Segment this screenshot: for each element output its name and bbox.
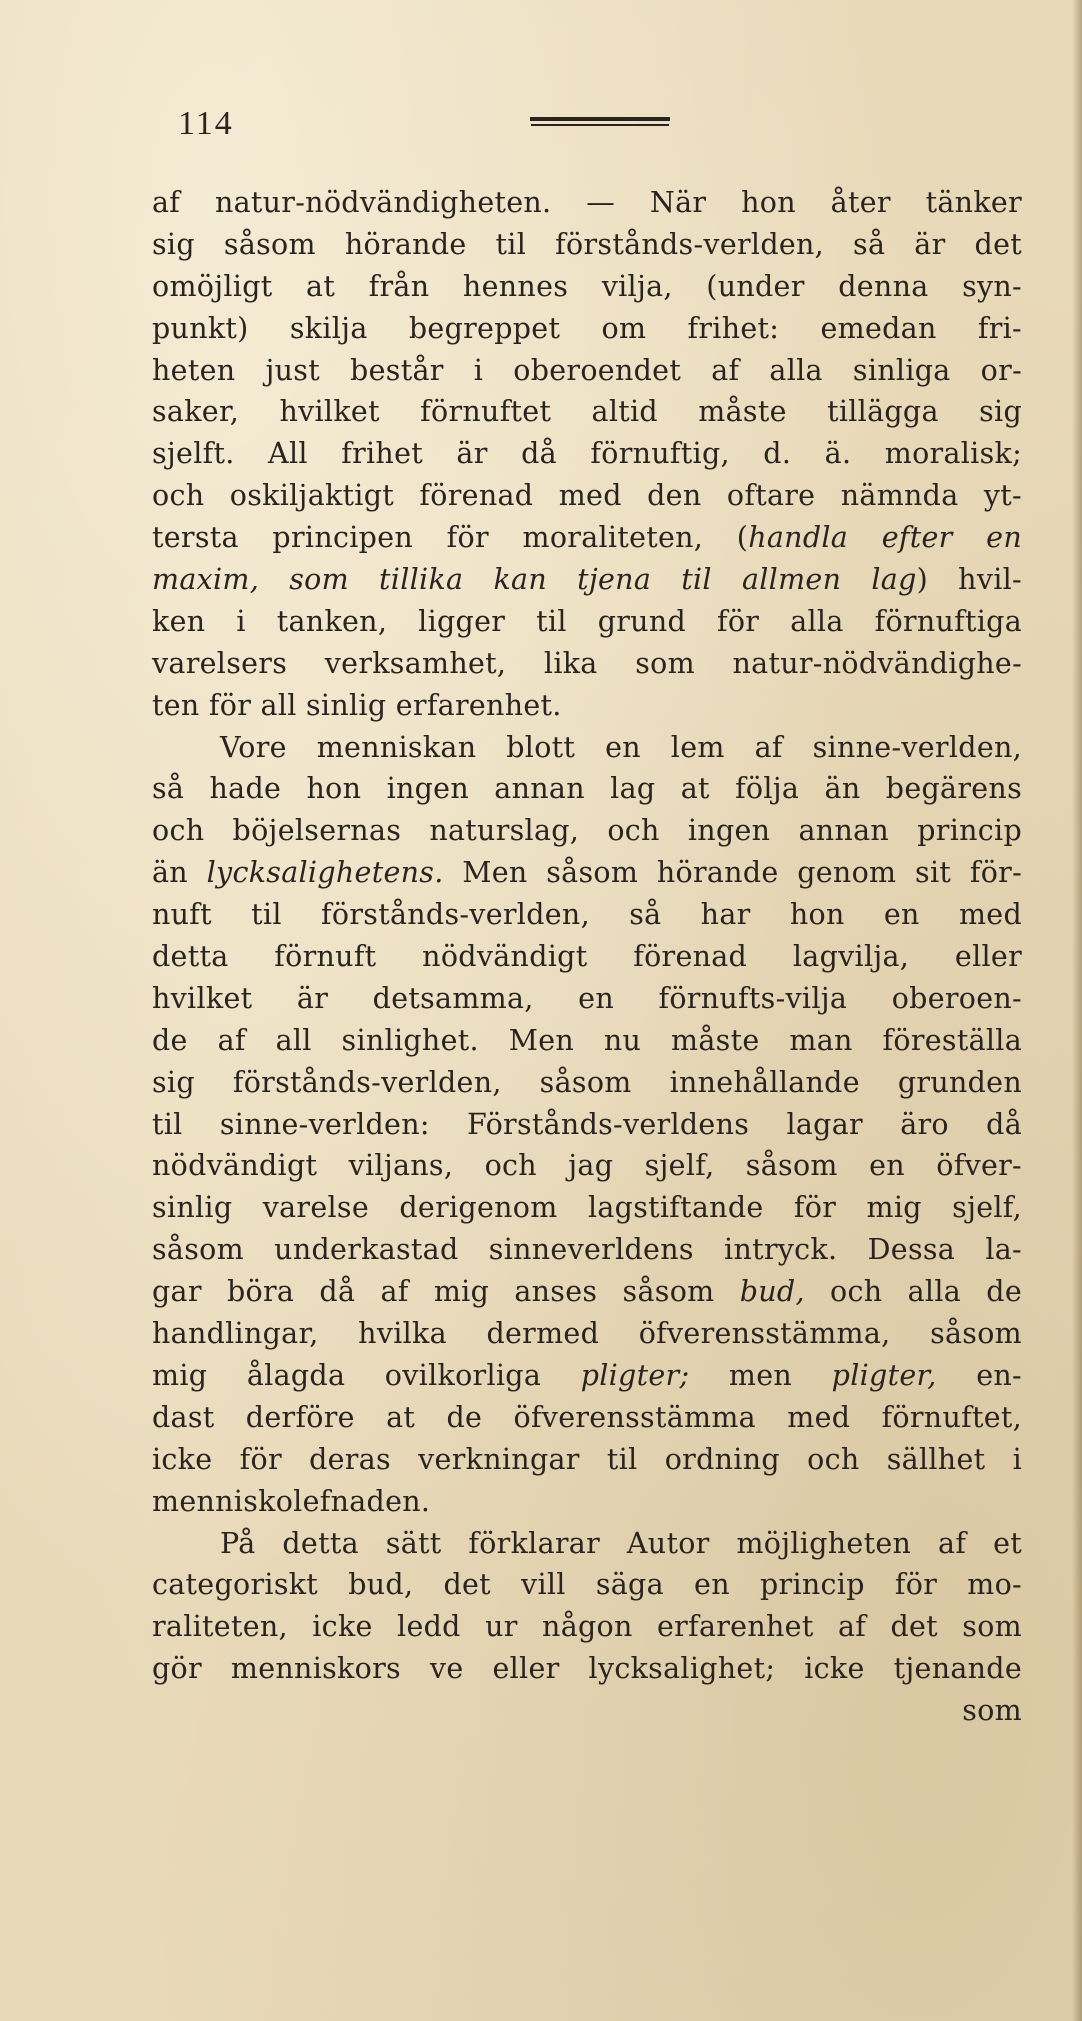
text-line: sig såsom hörande til förstånds-verlden, så är det — [152, 227, 1022, 261]
text-line: saker, hvilket förnuftet altid måste tillägga sig — [152, 395, 1022, 429]
text-line: På detta sätt förklarar Autor möjligheten af et — [220, 1526, 1022, 1560]
text-line: nödvändigt viljans, och jag sjelf, såsom en öfver- — [152, 1149, 1022, 1183]
text-line: såsom underkastad sinneverldens intryck. Dessa la- — [152, 1233, 1022, 1267]
text-line: som — [962, 1694, 1022, 1728]
text-line: dast derföre at de öfverensstämma med förnuftet, — [152, 1400, 1022, 1434]
text-line: och oskiljaktigt förenad med den oftare nämnda yt- — [152, 479, 1022, 513]
text-line: varelsers verksamhet, lika som natur-nödvändighe- — [152, 646, 1022, 680]
page-header — [178, 105, 978, 165]
text-line: af natur-nödvändigheten. — När hon åter tänker — [152, 186, 1022, 219]
text-line: sig förstånds-verlden, såsom innehållande grunden — [152, 1065, 1022, 1099]
text-line: nuft til förstånds-verlden, så har hon en med — [152, 898, 1022, 932]
page-edge-shadow — [1072, 0, 1082, 2021]
text-line: maxim, som tillika kan tjena til allmen lag) hvil- — [152, 563, 1022, 597]
text-line: Vore menniskan blott en lem af sinne-verlden, — [220, 730, 1022, 764]
text-line: menniskolefnaden. — [152, 1484, 431, 1518]
text-line: sinlig varelse derigenom lagstiftande för mig sjelf, — [152, 1191, 1022, 1225]
text-line: gar böra då af mig anses såsom bud, och alla de — [152, 1275, 1022, 1309]
text-line: hvilket är detsamma, en förnufts-vilja oberoen- — [152, 981, 1022, 1015]
text-line: raliteten, icke ledd ur någon erfarenhet af det som — [152, 1610, 1022, 1644]
text-line: och böjelsernas naturslag, och ingen annan princip — [152, 814, 1022, 848]
text-line: punkt) skilja begreppet om frihet: emedan fri- — [152, 311, 1022, 345]
text-line: icke för deras verkningar til ordning och sällhet i — [152, 1442, 1022, 1476]
text-line: handlingar, hvilka dermed öfverensstämma, såsom — [152, 1317, 1022, 1351]
text-line: ten för all sinlig erfarenhet. — [152, 688, 562, 722]
text-line: sjelft. All frihet är då förnuftig, d. ä. moralisk; — [152, 437, 1022, 471]
text-line: detta förnuft nödvändigt förenad lagvilja, eller — [152, 940, 1022, 974]
text-line: ken i tanken, ligger til grund för alla förnuftiga — [152, 604, 1022, 638]
text-line: categoriskt bud, det vill säga en princip för mo- — [152, 1568, 1022, 1602]
text-line: gör menniskors ve eller lycksalighet; icke tjenande — [152, 1652, 1022, 1686]
text-line: til sinne-verlden: Förstånds-verldens lagar äro då — [152, 1107, 1022, 1141]
text-line: så hade hon ingen annan lag at följa än begärens — [152, 772, 1022, 806]
text-line: tersta principen för moraliteten, (handla efter en — [152, 521, 1022, 555]
header-rule — [530, 117, 670, 121]
text-line: omöjligt at från hennes vilja, (under denna syn- — [152, 269, 1022, 303]
text-line: de af all sinlighet. Men nu måste man föreställa — [152, 1023, 1022, 1057]
text-line: än lycksalighetens. Men såsom hörande genom sit för- — [152, 856, 1022, 890]
text-line: mig ålagda ovilkorliga pligter; men pligter, en- — [152, 1358, 1022, 1392]
page-number: 114 — [178, 105, 234, 142]
body-text — [152, 182, 1022, 1732]
text-line: heten just består i oberoendet af alla sinliga or- — [152, 353, 1022, 387]
